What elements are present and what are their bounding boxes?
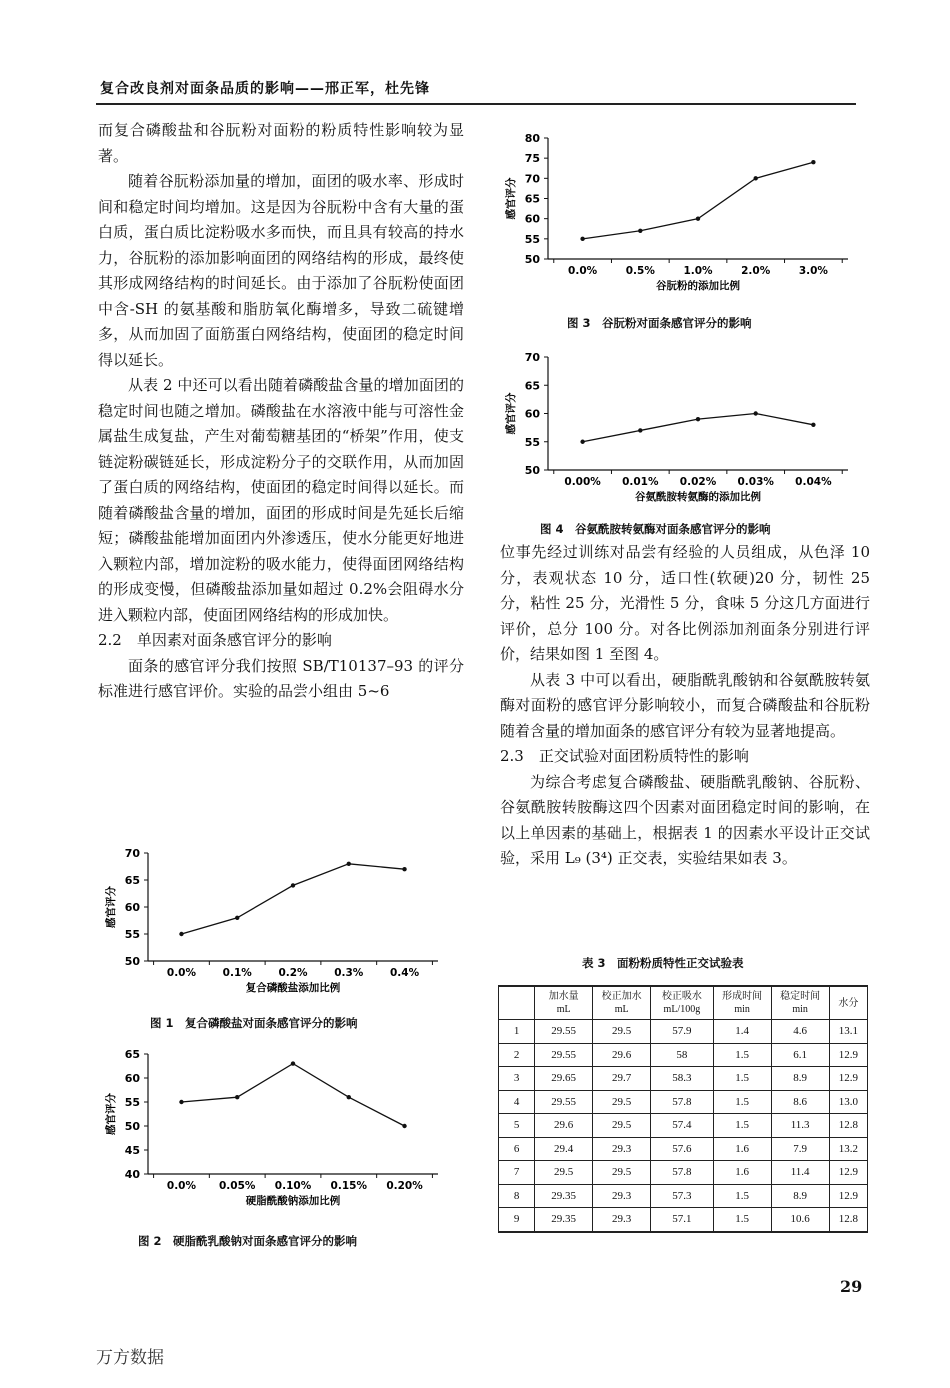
table-header-cell: 校正吸水 mL/100g — [651, 986, 713, 1020]
y-tick-label: 55 — [524, 232, 540, 246]
table-row — [499, 1114, 868, 1138]
y-axis-label: 感官评分 — [105, 886, 117, 928]
x-axis-label: 谷氨酰胺转氨酶的添加比例 — [635, 491, 761, 503]
data-point — [291, 883, 295, 887]
x-tick-label: 0.01% — [622, 476, 659, 488]
data-point — [811, 423, 815, 427]
table-cell: 13.2 — [829, 1137, 867, 1161]
table-cell: 11.3 — [771, 1114, 829, 1138]
y-tick-label: 55 — [524, 435, 540, 449]
paragraph: 为综合考虑复合磷酸盐、硬脂酰乳酸钠、谷朊粉、谷氨酰胺转胺酶这四个因素对面团稳定时间的影响，在以上单因素的基础上，根据表 1 的因素水平设计正交试验，采用 L₉ (3⁴) 正交表，实验结果如表 3。 — [500, 772, 870, 867]
table-cell: 1.5 — [713, 1067, 771, 1091]
table-cell: 5 — [499, 1114, 535, 1138]
table-cell: 29.3 — [593, 1184, 651, 1208]
paragraph: 随着谷朊粉添加量的增加，面团的吸水率、形成时间和稳定时间均增加。这是因为谷朊粉中含有大量的蛋白质，蛋白质比淀粉吸水多而快，而且具有较高的持水力，谷朊粉的添加影响面团的网络结构的形成，最终使其形成网络结构的时间延长。由于添加了谷朊粉使面团中含-SH 的氨基酸和脂肪氧化酶增多，导致二硫键增多，从而加固了面筋蛋白网络结构，使面团的稳定时间得以延长。 — [98, 172, 464, 369]
table-cell: 29.3 — [593, 1137, 651, 1161]
y-axis-label: 感官评分 — [505, 177, 517, 220]
table-cell: 7 — [499, 1161, 535, 1185]
table-cell: 10.6 — [771, 1208, 829, 1232]
table-cell: 12.9 — [829, 1043, 867, 1067]
table-cell: 1.5 — [713, 1114, 771, 1138]
table-cell: 29.35 — [535, 1184, 593, 1208]
x-tick-label: 0.4% — [389, 967, 420, 979]
paragraph: 面条的感官评分我们按照 SB/T10137–93 的评分标准进行感官评价。实验的品尝小组由 5~6 — [98, 656, 464, 700]
table-cell: 1.4 — [713, 1020, 771, 1044]
data-point — [235, 916, 239, 920]
data-point — [235, 1095, 239, 1099]
table-cell: 29.55 — [535, 1090, 593, 1114]
data-point — [347, 1095, 351, 1099]
table-row — [499, 1043, 868, 1067]
data-point — [402, 867, 406, 871]
y-tick-label: 60 — [124, 1072, 140, 1085]
table-cell: 12.9 — [829, 1161, 867, 1185]
table-row — [499, 1161, 868, 1185]
y-tick-label: 60 — [124, 901, 140, 914]
y-tick-label: 65 — [524, 379, 540, 393]
table-row — [499, 1090, 868, 1114]
y-tick-label: 55 — [124, 1096, 140, 1109]
y-tick-label: 60 — [524, 212, 540, 226]
y-axis-label: 感官评分 — [505, 392, 517, 435]
y-tick-label: 50 — [124, 1120, 140, 1133]
data-point — [638, 229, 642, 233]
x-tick-label: 0.04% — [795, 476, 832, 488]
table-header-cell: 加水量 mL — [535, 986, 593, 1020]
table-cell: 57.4 — [651, 1114, 713, 1138]
table-3-body — [499, 1020, 868, 1232]
y-tick-label: 80 — [524, 132, 540, 145]
table-cell: 2 — [499, 1043, 535, 1067]
series-line — [583, 162, 814, 239]
table-cell: 29.5 — [593, 1114, 651, 1138]
data-point — [347, 862, 351, 866]
x-tick-label: 1.0% — [683, 265, 713, 277]
figure-2 — [100, 1048, 450, 1213]
left-column — [98, 118, 464, 705]
data-point — [696, 417, 700, 421]
figure-2-caption: 图 2 硬脂酰乳酸钠对面条感官评分的影响 — [138, 1234, 358, 1248]
table-cell: 29.5 — [593, 1161, 651, 1185]
table-cell: 29.7 — [593, 1067, 651, 1091]
y-tick-label: 45 — [124, 1144, 140, 1157]
table-cell: 1.5 — [713, 1184, 771, 1208]
header-rule — [96, 103, 856, 105]
table-cell: 58 — [651, 1043, 713, 1067]
table-cell: 57.3 — [651, 1184, 713, 1208]
series-line — [181, 864, 404, 934]
table-row — [499, 1020, 868, 1044]
running-header: 复合改良剂对面条品质的影响——邢正军，杜先锋 — [100, 81, 430, 97]
section-heading-2-3: 2.3 正交试验对面团粉质特性的影响 — [500, 747, 749, 765]
right-column — [500, 540, 870, 872]
table-cell: 8 — [499, 1184, 535, 1208]
data-point — [811, 160, 815, 164]
figure-4 — [500, 345, 860, 515]
table-row — [499, 1208, 868, 1232]
y-tick-label: 40 — [124, 1168, 140, 1181]
table-cell: 29.55 — [535, 1043, 593, 1067]
table-cell: 29.4 — [535, 1137, 593, 1161]
paragraph: 从表 3 中可以看出，硬脂酰乳酸钠和谷氨酰胺转氨酶对面粉的感官评分影响较小，而复合磷酸盐和谷朊粉随着含量的增加面条的感官评分有较为显著地提高。 — [500, 670, 870, 740]
x-tick-label: 0.0% — [166, 967, 197, 979]
x-tick-label: 0.15% — [330, 1180, 367, 1192]
table-cell: 13.1 — [829, 1020, 867, 1044]
y-tick-label: 65 — [124, 874, 140, 887]
table-3 — [498, 985, 868, 1233]
y-tick-label: 70 — [524, 172, 540, 186]
x-tick-label: 0.10% — [274, 1180, 312, 1192]
data-point — [638, 428, 642, 432]
x-tick-label: 0.20% — [386, 1180, 423, 1192]
table-cell: 8.9 — [771, 1067, 829, 1091]
figure-2-chart — [100, 1048, 450, 1213]
figure-4-chart — [500, 345, 860, 515]
table-cell: 29.3 — [593, 1208, 651, 1232]
x-tick-label: 0.1% — [222, 967, 252, 979]
table-cell: 13.0 — [829, 1090, 867, 1114]
table-header-cell: 形成时间 min — [713, 986, 771, 1020]
table-header-cell: 校正加水 mL — [593, 986, 651, 1020]
table-cell: 58.3 — [651, 1067, 713, 1091]
figure-4-caption: 图 4 谷氨酰胺转氨酶对面条感官评分的影响 — [540, 522, 771, 536]
data-point — [580, 237, 584, 241]
table-cell: 11.4 — [771, 1161, 829, 1185]
table-3-caption: 表 3 面粉粉质特性正交试验表 — [582, 956, 744, 970]
table-cell: 1.6 — [713, 1137, 771, 1161]
table-cell: 1.5 — [713, 1208, 771, 1232]
x-tick-label: 0.00% — [564, 476, 601, 488]
table-cell: 1.5 — [713, 1090, 771, 1114]
table-header-cell: 稳定时间 min — [771, 986, 829, 1020]
table-cell: 12.8 — [829, 1114, 867, 1138]
table-cell: 8.6 — [771, 1090, 829, 1114]
paragraph: 从表 2 中还可以看出随着磷酸盐含量的增加面团的稳定时间也随之增加。磷酸盐在水溶液中能与可溶性金属盐生成复盐，产生对葡萄糖基团的“桥架”作用，使支链淀粉碳链延长，形成淀粉分子的交联作用，从而加固了蛋白质的网络结构，使面团的稳定时间得以延长。而随着磷酸盐含量的增加，面团的形成时间是先延长后缩短；磷酸盐能增加面团内外渗透压，使水分能更好地进入颗粒内部，增加淀粉的吸水能力，使得面团网络结构的形成变慢，但磷酸盐添加量如超过 0.2%会阻碍水分进入颗粒内部，使面团网络结构的形成加快。 — [98, 376, 464, 624]
x-tick-label: 0.0% — [166, 1180, 197, 1192]
table-header-cell: 水分 — [829, 986, 867, 1020]
table-cell: 29.65 — [535, 1067, 593, 1091]
figure-3-chart — [500, 128, 860, 303]
series-line — [181, 1064, 404, 1126]
data-point — [179, 932, 183, 936]
figure-3-caption: 图 3 谷朊粉对面条感官评分的影响 — [567, 316, 752, 330]
table-cell: 57.8 — [651, 1090, 713, 1114]
data-point — [291, 1061, 295, 1065]
table-cell: 6 — [499, 1137, 535, 1161]
y-tick-label: 65 — [124, 1048, 140, 1061]
data-point — [753, 411, 757, 415]
data-point — [402, 1124, 406, 1128]
figure-1-chart — [100, 845, 450, 995]
data-point — [753, 176, 757, 180]
y-tick-label: 70 — [524, 351, 540, 364]
table-cell: 1 — [499, 1020, 535, 1044]
table-cell: 29.5 — [593, 1090, 651, 1114]
x-tick-label: 2.0% — [741, 265, 771, 277]
table-cell: 8.9 — [771, 1184, 829, 1208]
x-tick-label: 0.2% — [278, 967, 308, 979]
y-tick-label: 50 — [124, 955, 140, 968]
table-cell: 57.6 — [651, 1137, 713, 1161]
table-cell: 6.1 — [771, 1043, 829, 1067]
table-cell: 29.6 — [535, 1114, 593, 1138]
x-tick-label: 0.02% — [679, 476, 717, 488]
figure-1 — [100, 845, 450, 995]
x-axis-label: 复合磷酸盐添加比例 — [245, 982, 341, 994]
section-heading-2-2: 2.2 单因素对面条感官评分的影响 — [98, 631, 332, 649]
x-axis-label: 谷朊粉的添加比例 — [656, 280, 740, 292]
data-point — [179, 1100, 183, 1104]
table-cell: 7.9 — [771, 1137, 829, 1161]
x-tick-label: 0.0% — [568, 265, 598, 277]
y-tick-label: 70 — [124, 847, 140, 860]
page-number: 29 — [840, 1277, 863, 1296]
y-tick-label: 65 — [524, 192, 540, 206]
table-cell: 9 — [499, 1208, 535, 1232]
y-tick-label: 75 — [524, 152, 540, 166]
paragraph: 而复合磷酸盐和谷朊粉对面粉的粉质特性影响较为显著。 — [98, 121, 464, 165]
table-cell: 3 — [499, 1067, 535, 1091]
table-cell: 12.9 — [829, 1184, 867, 1208]
y-tick-label: 60 — [524, 407, 540, 421]
x-axis-label: 硬脂酰酸钠添加比例 — [245, 1195, 341, 1207]
y-axis-label: 感官评分 — [105, 1093, 117, 1135]
y-tick-label: 50 — [524, 464, 540, 477]
table-header-cell — [499, 986, 535, 1020]
table-row — [499, 1067, 868, 1091]
table-cell: 29.6 — [593, 1043, 651, 1067]
watermark: 万方数据 — [96, 1348, 164, 1368]
table-cell: 29.35 — [535, 1208, 593, 1232]
x-tick-label: 0.3% — [334, 967, 364, 979]
figure-1-caption: 图 1 复合磷酸盐对面条感官评分的影响 — [150, 1016, 358, 1030]
x-tick-label: 0.03% — [737, 476, 774, 488]
figure-3 — [500, 128, 860, 303]
table-cell: 29.55 — [535, 1020, 593, 1044]
y-tick-label: 50 — [524, 253, 540, 266]
x-tick-label: 0.05% — [219, 1180, 256, 1192]
table-cell: 29.5 — [593, 1020, 651, 1044]
table-cell: 57.8 — [651, 1161, 713, 1185]
table-cell: 4.6 — [771, 1020, 829, 1044]
table-cell: 57.1 — [651, 1208, 713, 1232]
table-header-row — [499, 986, 868, 1020]
table-row — [499, 1137, 868, 1161]
table-cell: 12.8 — [829, 1208, 867, 1232]
paragraph: 位事先经过训练对品尝有经验的人员组成，从色泽 10 分，表观状态 10 分，适口性(软硬)20 分，韧性 25 分，粘性 25 分，光滑性 5 分，食味 5 分这几方面进行评价，总分 100 分。对各比例添加剂面条分别进行评价，结果如图 1 至图 4。 — [500, 543, 870, 663]
y-tick-label: 55 — [124, 928, 140, 941]
table-cell: 4 — [499, 1090, 535, 1114]
x-tick-label: 3.0% — [798, 265, 828, 277]
table-cell: 1.6 — [713, 1161, 771, 1185]
table-cell: 57.9 — [651, 1020, 713, 1044]
table-cell: 1.5 — [713, 1043, 771, 1067]
table-cell: 12.9 — [829, 1067, 867, 1091]
table-cell: 29.5 — [535, 1161, 593, 1185]
x-tick-label: 0.5% — [625, 265, 655, 277]
data-point — [580, 440, 584, 444]
table-row — [499, 1184, 868, 1208]
data-point — [696, 216, 700, 220]
